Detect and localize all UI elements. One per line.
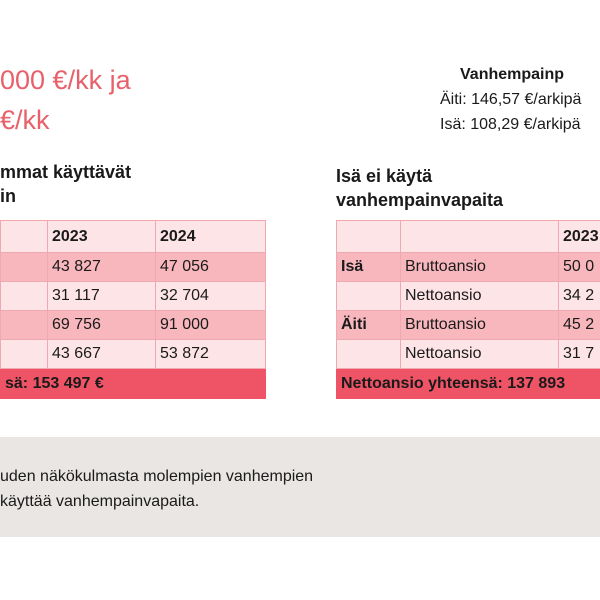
left-section-title bbox=[0, 160, 260, 208]
table-row bbox=[337, 282, 600, 311]
header-cell-2024: 2024 bbox=[156, 221, 266, 253]
table-cell-person: Isä bbox=[337, 253, 401, 282]
right-title-line-2: vanhempainvapaita bbox=[336, 190, 504, 210]
left-title-line-2: in bbox=[0, 186, 16, 206]
header-cell bbox=[401, 221, 559, 253]
stats-mother-allowance: Äiti: 146,57 €/arkipä bbox=[440, 91, 582, 108]
headline bbox=[0, 60, 260, 140]
right-section-title bbox=[336, 164, 600, 212]
right-income-table bbox=[336, 220, 600, 399]
table-cell: 50 0 bbox=[559, 253, 600, 282]
table-cell-person bbox=[337, 340, 401, 369]
headline-line-2: €/kk bbox=[0, 105, 50, 135]
headline-line-1: 000 €/kk ja bbox=[0, 65, 131, 95]
table-cell bbox=[1, 282, 48, 311]
table-cell: 91 000 bbox=[156, 311, 266, 340]
table-cell: 69 756 bbox=[48, 311, 156, 340]
conclusion-text bbox=[0, 464, 313, 514]
table-total-row bbox=[337, 369, 600, 399]
table-cell: Nettoansio bbox=[401, 282, 559, 311]
table-cell: Bruttoansio bbox=[401, 253, 559, 282]
header-cell-2023: 2023 bbox=[559, 221, 600, 253]
table-cell-person bbox=[337, 282, 401, 311]
allowance-stats bbox=[400, 62, 600, 137]
table-header-row bbox=[1, 221, 266, 253]
table-cell: 53 872 bbox=[156, 340, 266, 369]
table-cell: 47 056 bbox=[156, 253, 266, 282]
table-cell: 43 827 bbox=[48, 253, 156, 282]
table-cell: 31 7 bbox=[559, 340, 600, 369]
table-cell bbox=[1, 311, 48, 340]
conclusion-line-2: käyttää vanhempainvapaita. bbox=[0, 493, 200, 510]
conclusion-box bbox=[0, 437, 600, 537]
table-cell: Nettoansio bbox=[401, 340, 559, 369]
table-total-row bbox=[1, 369, 266, 399]
table-cell-person: Äiti bbox=[337, 311, 401, 340]
table-row bbox=[1, 253, 266, 282]
table-row bbox=[1, 340, 266, 369]
table-cell: 32 704 bbox=[156, 282, 266, 311]
table-total-cell: sä: 153 497 € bbox=[1, 369, 266, 399]
right-title-line-1: Isä ei käytä bbox=[336, 166, 433, 186]
left-title-line-1: mmat käyttävät bbox=[0, 162, 132, 182]
table-cell: Bruttoansio bbox=[401, 311, 559, 340]
table-row bbox=[1, 282, 266, 311]
table-cell: 45 2 bbox=[559, 311, 600, 340]
table-total-cell: Nettoansio yhteensä: 137 893 bbox=[337, 369, 600, 399]
header-cell-2023: 2023 bbox=[48, 221, 156, 253]
table-cell bbox=[1, 253, 48, 282]
table-row bbox=[337, 311, 600, 340]
table-row bbox=[337, 340, 600, 369]
table-cell: 31 117 bbox=[48, 282, 156, 311]
table-cell bbox=[1, 340, 48, 369]
stats-father-allowance: Isä: 108,29 €/arkipä bbox=[440, 116, 581, 133]
table-cell: 34 2 bbox=[559, 282, 600, 311]
header-cell bbox=[337, 221, 401, 253]
conclusion-line-1: uden näkökulmasta molempien vanhempien bbox=[0, 468, 314, 485]
table-row bbox=[337, 253, 600, 282]
header-cell bbox=[1, 221, 48, 253]
table-cell: 43 667 bbox=[48, 340, 156, 369]
stats-title: Vanhempainp bbox=[460, 66, 565, 83]
table-row bbox=[1, 311, 266, 340]
left-income-table bbox=[0, 220, 266, 399]
table-header-row bbox=[337, 221, 600, 253]
